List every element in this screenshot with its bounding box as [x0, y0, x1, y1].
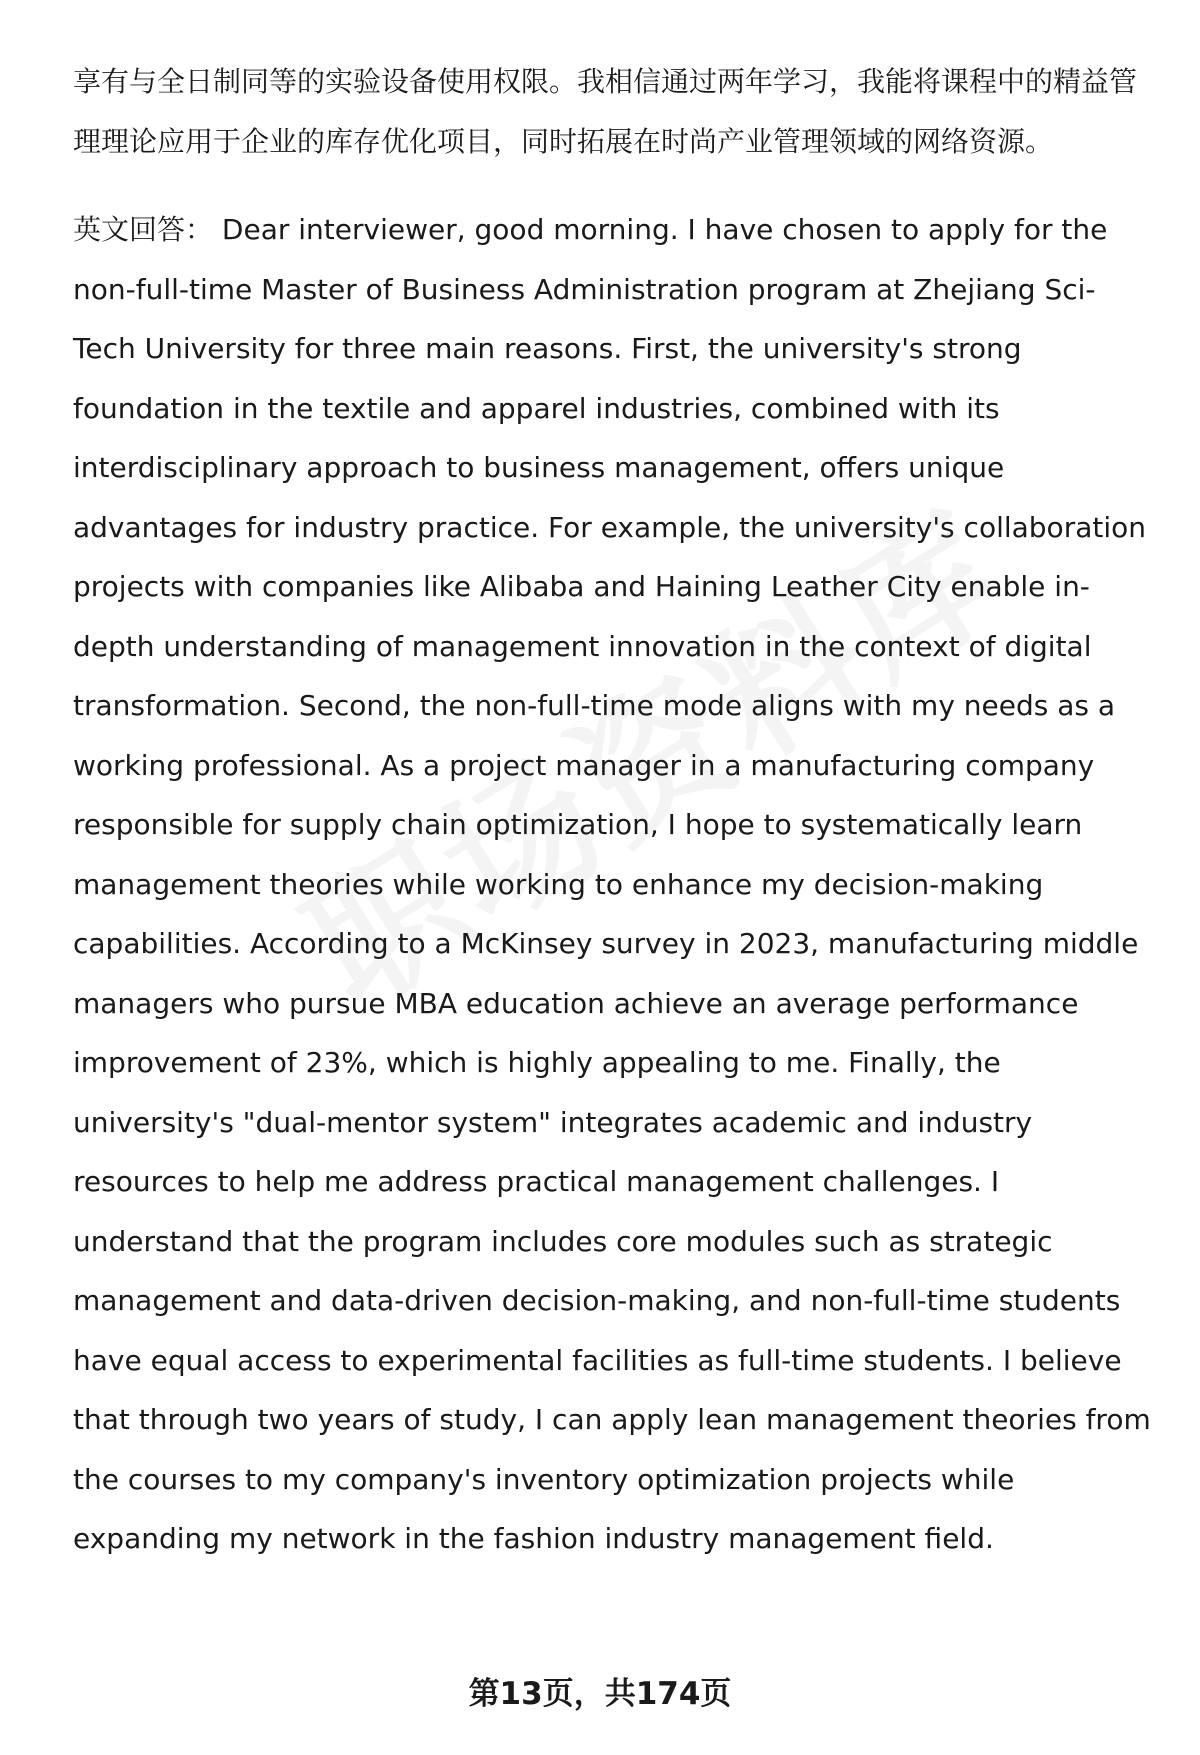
- document-body: [73, 52, 1153, 1569]
- paragraph-english-answer: [73, 200, 1153, 1569]
- paragraph-chinese-continuation: 享有与全日制同等的实验设备使用权限。我相信通过两年学习，我能将课程中的精益管理理论应用于企业的库存优化项目，同时拓展在时尚产业管理领域的网络资源。: [73, 65, 1138, 158]
- page-number-footer: 第13页，共174页: [468, 1676, 732, 1712]
- answer-label: 英文回答：: [73, 213, 214, 246]
- answer-text: Dear interviewer, good morning. I have chosen to apply for the non-full-time Master of Business Administration program at Zhejiang Sci-Tech University for three main reasons. First, the university's strong foundation in the textile and apparel industries, combined with its interdisciplinary approach to business management, offers unique advantages for industry practice. For example, the university's collaboration projects with companies like Alibaba and Haining Leather City enable in-depth understanding of management innovation in the context of digital transformation. Second, the non-full-time mode aligns with my needs as a working professional. As a project manager in a manufacturing company responsible for supply chain optimization, I hope to systematically learn management theories while working to enhance my decision-making capabilities. According to a McKinsey survey in 2023, manufacturing middle managers who pursue MBA education achieve an average performance improvement of 23%, which is highly appealing to me. Finally, the university's "dual-mentor system" integrates academic and industry resources to help me address practical management challenges. I understand that the program includes core modules such as strategic management and data-driven decision-making, and non-full-time students have equal access to experimental facilities as full-time students. I believe that through two years of study, I can apply lean management theories from the courses to my company's inventory optimization projects while expanding my network in the fashion industry management field.: [73, 213, 1151, 1555]
